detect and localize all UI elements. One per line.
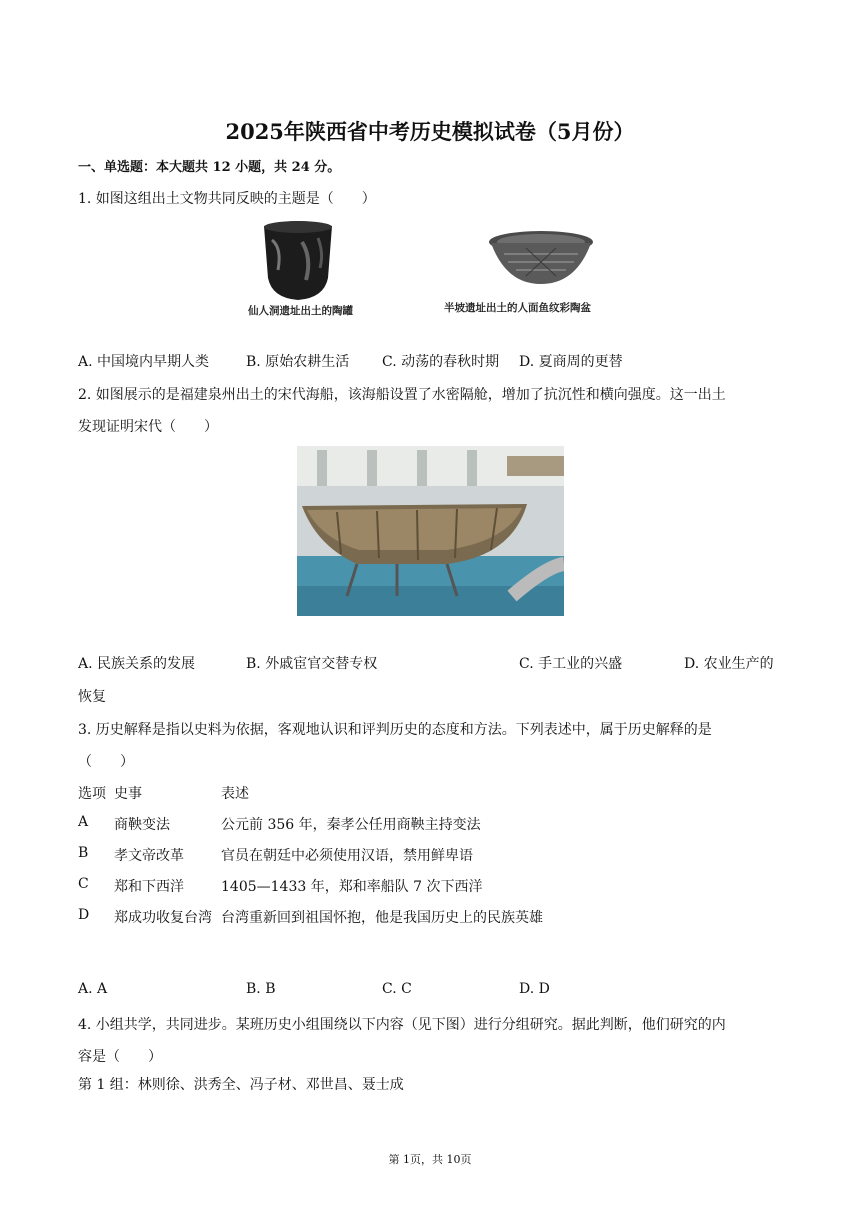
q3-row-option: D bbox=[78, 907, 90, 923]
section-heading: 一、单选题：本大题共 12 小题，共 24 分。 bbox=[78, 160, 341, 175]
q3-row-statement: 台湾重新回到祖国怀抱，他是我国历史上的民族英雄 bbox=[221, 910, 543, 926]
table-row bbox=[78, 907, 543, 938]
q1-caption-right: 半坡遗址出土的人面鱼纹彩陶盆 bbox=[444, 302, 591, 314]
table-row bbox=[78, 845, 543, 876]
q3-row-event: 郑成功收复台湾 bbox=[114, 910, 212, 926]
q2-option-c: C. 手工业的兴盛 bbox=[519, 656, 623, 672]
q2-stem-line2: 发现证明宋代（ ） bbox=[78, 419, 218, 435]
q3-option-c: C. C bbox=[382, 981, 412, 997]
painted-basin-image bbox=[486, 228, 596, 288]
page-footer: 第 1页，共 10页 bbox=[388, 1153, 472, 1166]
q4-group1: 第 1 组：林则徐、洪秀全、冯子材、邓世昌、聂士成 bbox=[78, 1077, 404, 1093]
q3-header-event: 史事 bbox=[114, 786, 142, 802]
q1-option-a: A. 中国境内早期人类 bbox=[78, 354, 210, 370]
song-ship-photo bbox=[297, 446, 564, 616]
table-row bbox=[78, 814, 543, 845]
q4-stem-line1: 4. 小组共学，共同进步。某班历史小组围绕以下内容（见下图）进行分组研究。据此判断，他们研究的内 bbox=[78, 1017, 726, 1033]
q3-table-header bbox=[78, 783, 543, 814]
pottery-jar-image bbox=[258, 218, 338, 302]
q3-row-event: 郑和下西洋 bbox=[114, 879, 184, 895]
q1-option-b: B. 原始农耕生活 bbox=[246, 354, 350, 370]
q3-option-d: D. D bbox=[519, 981, 550, 997]
q3-row-statement: 1405—1433 年，郑和率船队 7 次下西洋 bbox=[221, 879, 483, 895]
q2-option-b: B. 外戚宦官交替专权 bbox=[246, 656, 378, 672]
q4-stem-line2: 容是（ ） bbox=[78, 1049, 162, 1065]
q3-stem-line1: 3. 历史解释是指以史料为依据，客观地认识和评判历史的态度和方法。下列表述中，属于历史解释的是 bbox=[78, 722, 712, 738]
q2-stem-line1: 2. 如图展示的是福建泉州出土的宋代海船，该海船设置了水密隔舱，增加了抗沉性和横向强度。这一出土 bbox=[78, 387, 726, 403]
q1-option-c: C. 动荡的春秋时期 bbox=[382, 354, 500, 370]
q3-row-event: 商鞅变法 bbox=[114, 817, 170, 833]
q3-stem-line2: （ ） bbox=[78, 754, 134, 770]
q1-stem: 1. 如图这组出土文物共同反映的主题是（ ） bbox=[78, 191, 376, 207]
q2-option-d-wrap: 恢复 bbox=[78, 689, 106, 705]
q3-header-statement: 表述 bbox=[221, 786, 249, 802]
q3-option-a: A. A bbox=[78, 981, 108, 997]
q3-row-statement: 公元前 356 年，秦孝公任用商鞅主持变法 bbox=[221, 817, 481, 833]
q3-row-option: A bbox=[78, 814, 89, 830]
q2-option-d: D. 农业生产的 bbox=[684, 656, 774, 672]
q3-table bbox=[78, 783, 543, 938]
table-row bbox=[78, 876, 543, 907]
q3-row-statement: 官员在朝廷中必须使用汉语，禁用鲜卑语 bbox=[221, 848, 473, 864]
q3-row-option: B bbox=[78, 845, 89, 861]
q1-caption-left: 仙人洞遗址出土的陶罐 bbox=[248, 305, 353, 317]
q3-option-b: B. B bbox=[246, 981, 276, 997]
q3-row-event: 孝文帝改革 bbox=[114, 848, 184, 864]
q3-row-option: C bbox=[78, 876, 89, 892]
page-title: 2025年陕西省中考历史模拟试卷（5月份） bbox=[225, 119, 635, 144]
q2-option-a: A. 民族关系的发展 bbox=[78, 656, 196, 672]
q3-header-option: 选项 bbox=[78, 786, 106, 802]
q1-option-d: D. 夏商周的更替 bbox=[519, 354, 623, 370]
